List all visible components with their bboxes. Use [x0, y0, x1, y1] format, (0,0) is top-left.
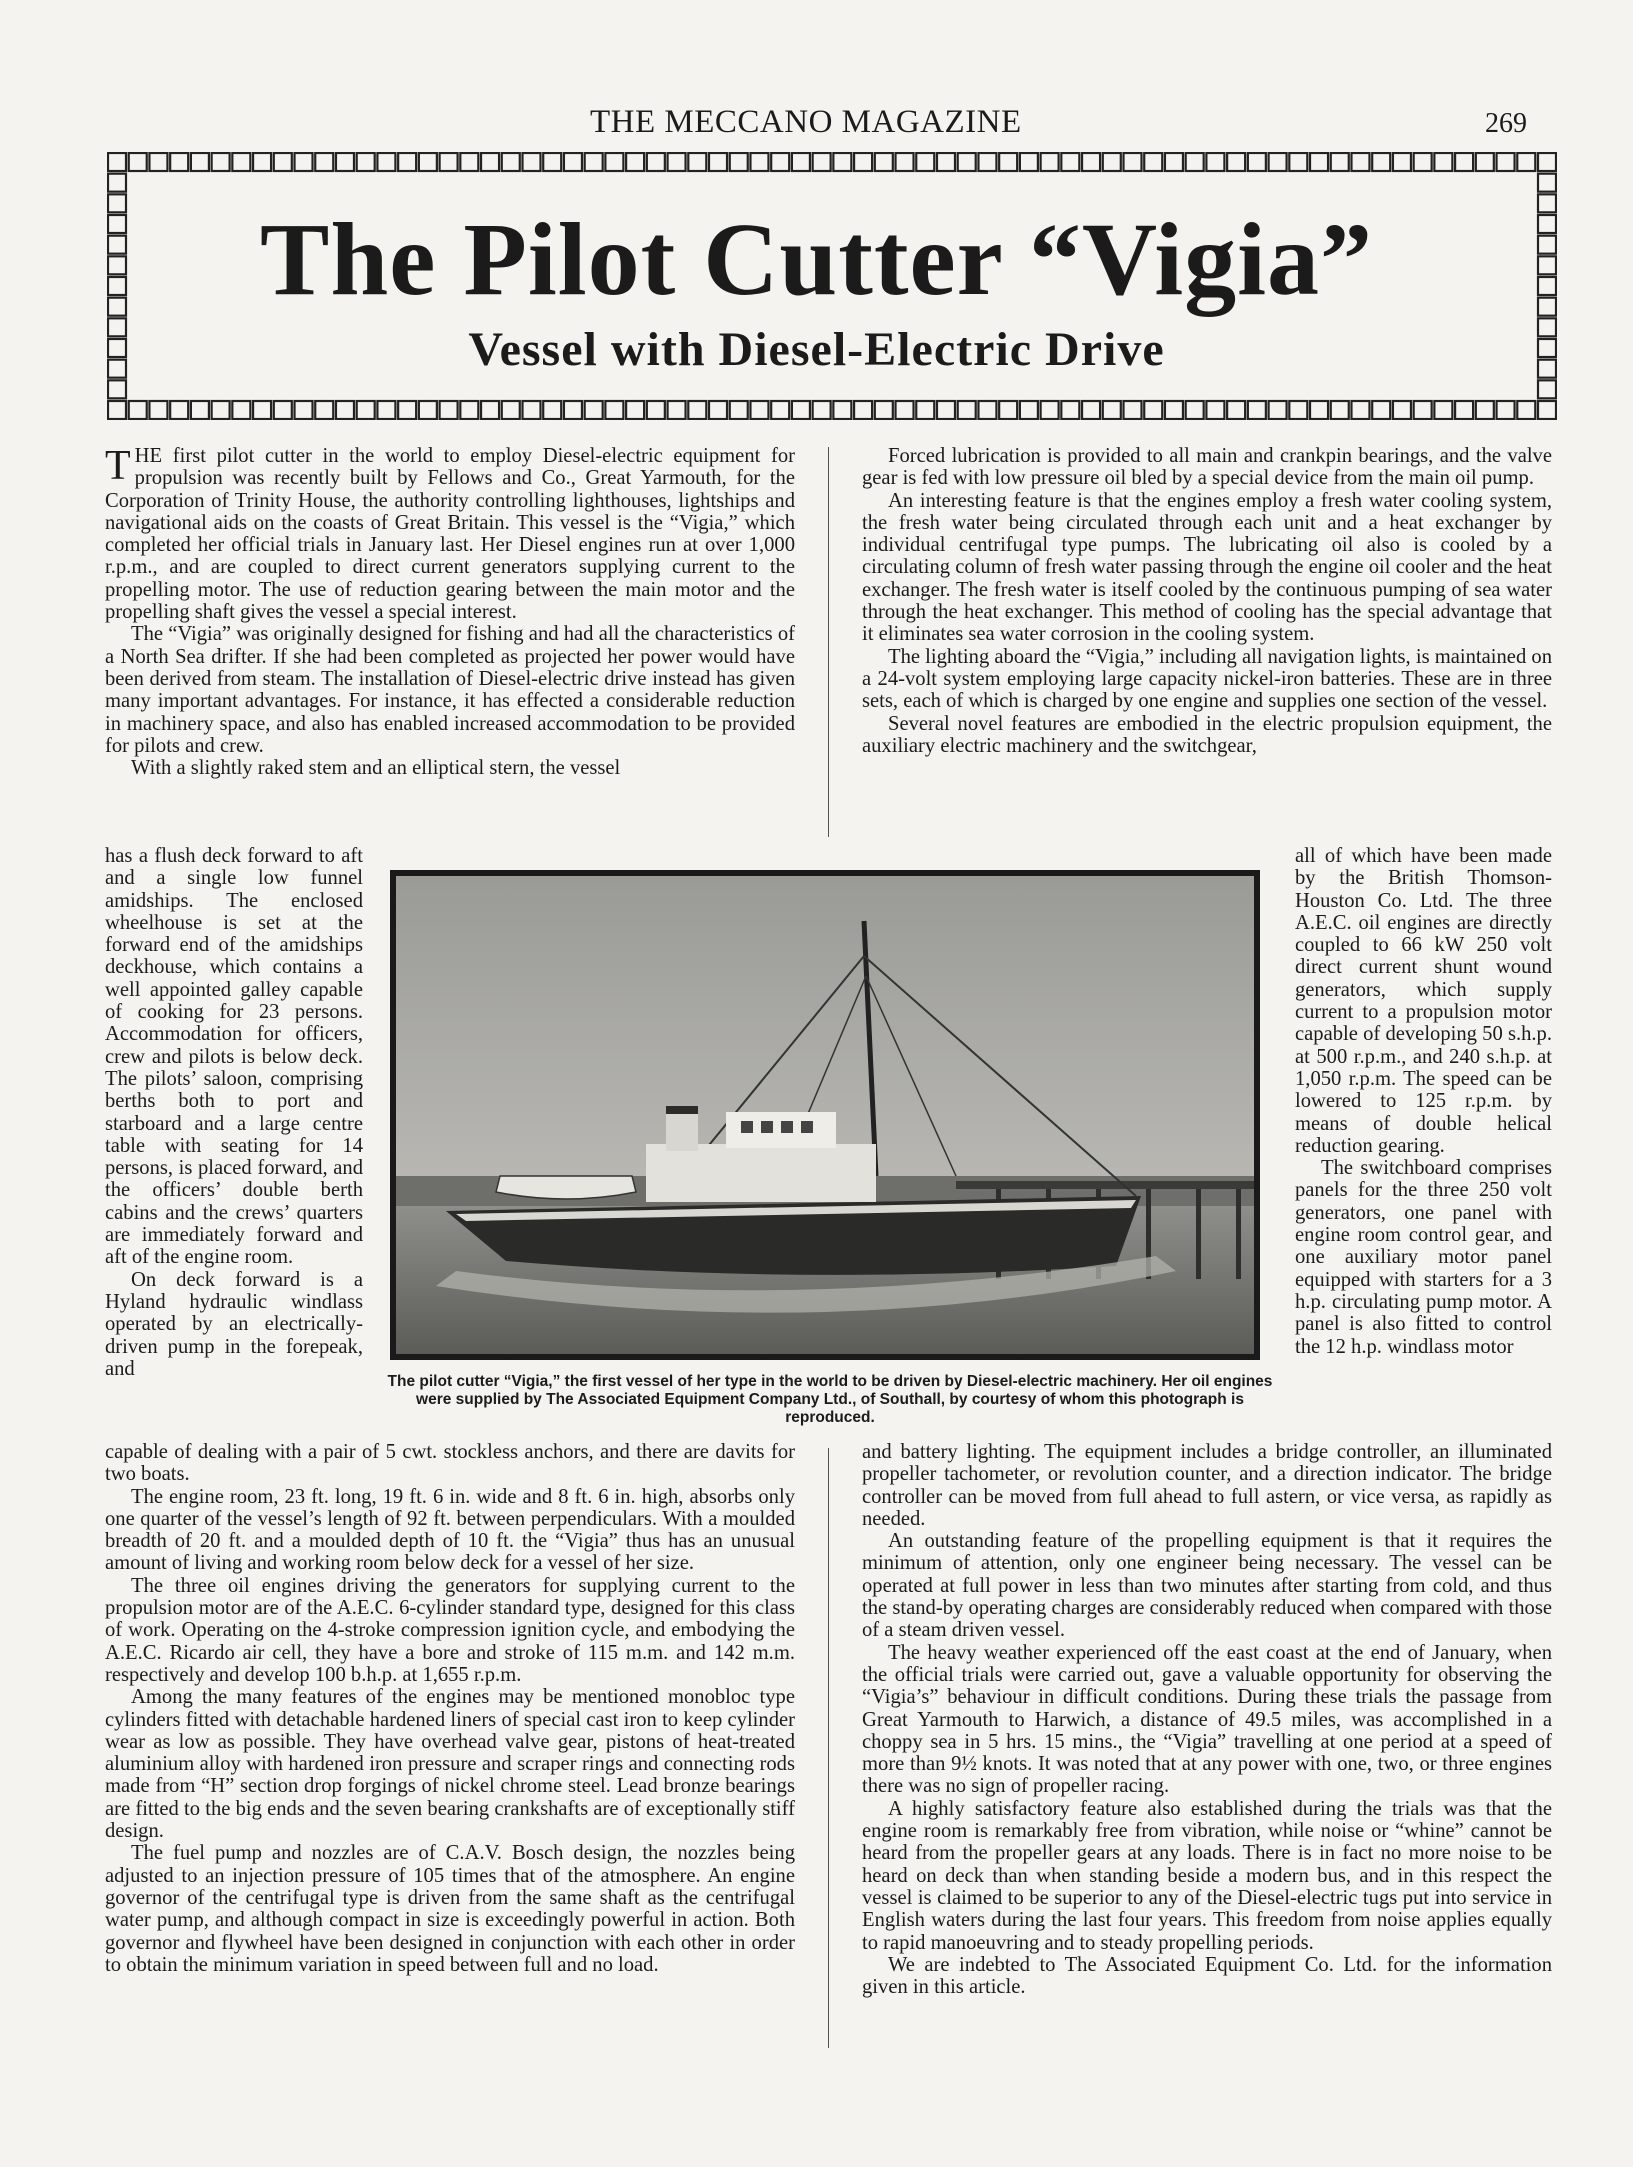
column-left-top [105, 445, 795, 779]
column-right-top [862, 445, 1552, 757]
paragraph: The lighting aboard the “Vigia,” including all navigation lights, is maintained on a 24-volt system employing large capacity nickel-iron batteries. These are in three sets, each of which is charged by one engine and supplies one section of the vessel. [862, 645, 1552, 713]
drop-cap: T [105, 443, 131, 489]
paragraph: On deck forward is a Hyland hydraulic windlass operated by an electrically-driven pump in the forepeak, and [105, 1268, 363, 1380]
paragraph: capable of dealing with a pair of 5 cwt. stockless anchors, and there are davits for two boats. [105, 1441, 795, 1486]
page-number: 269 [1485, 108, 1527, 139]
paragraph: A highly satisfactory feature also established during the trials was that the engine room is remarkably free from vibration, while noise or “whine” cannot be heard from the propeller gears at any loads. There is in fact no more noise to be heard on deck than when standing beside a modern bus, and in this respect the vessel is claimed to be superior to any of the Diesel-electric tugs put into service in English waters during the last four years. This freedom from noise applies equally to rapid manoeuvring and to steady propelling periods. [862, 1797, 1552, 1954]
column-rule [828, 1448, 829, 2048]
paragraph: The fuel pump and nozzles are of C.A.V. Bosch design, the nozzles being adjusted to an injection pressure of 105 times that of the atmosphere. An engine governor of the centrifugal type is driven from the same shaft as the centrifugal water pump, and although compact in size is exceedingly powerful in action. Both governor and flywheel have been designed in conjunction with each other in order to obtain the minimum variation in speed between full and no load. [105, 1842, 795, 1976]
paragraph: The heavy weather experienced off the east coast at the end of January, when the official trials were carried out, gave a valuable opportunity for observing the “Vigia’s” behaviour in difficult conditions. During these trials the passage from Great Yarmouth to Harwich, a distance of 49.5 miles, was accomplished in a choppy sea in 5 hrs. 15 mins., the “Vigia” travelling at one period at a speed of more than 9½ knots. It was noted that at any power with one, two, or three engines there was no sign of propeller racing. [862, 1641, 1552, 1798]
paragraph: Forced lubrication is provided to all main and crankpin bearings, and the valve gear is fed with low pressure oil bled by a special device from the main oil pump. [862, 445, 1552, 490]
paragraph: We are indebted to The Associated Equipment Co. Ltd. for the information given in this article. [862, 1953, 1552, 1999]
paragraph: Among the many features of the engines may be mentioned monobloc type cylinders fitted with detachable hardened liners of special cast iron to keep cylinder wear as low as possible. They have overhead valve gear, pistons of heat-treated aluminium alloy with hardened iron pressure and scraper rings and connecting rods made from “H” section drop forgings of nickel chrome steel. Lead bronze bearings are fitted to the big ends and the seven bearing crankshafts are of exceptionally stiff design. [105, 1686, 795, 1843]
column-right-bottom [862, 1441, 1552, 1998]
paragraph: An outstanding feature of the propelling equipment is that it requires the minimum of attention, only one engineer being necessary. The vessel can be operated at full power in less than two minutes after starting from cold, and thus the stand-by operating charges are considerably reduced when compared with those of a steam driven vessel. [862, 1530, 1552, 1642]
column-left-narrow [105, 845, 363, 1380]
paragraph: all of which have been made by the British Thomson-Houston Co. Ltd. The three A.E.C. oil engines are directly coupled to 66 kW 250 volt direct current shunt wound generators, which supply current to a propulsion motor capable of developing 50 s.h.p. at 500 r.p.m., and 240 s.h.p. at 1,050 r.p.m. The speed can be lowered to 125 r.p.m. by means of double helical reduction gearing. [1295, 845, 1552, 1157]
paragraph: The engine room, 23 ft. long, 19 ft. 6 in. wide and 8 ft. 6 in. high, absorbs only one quarter of the vessel’s length of 92 ft. between perpendiculars. With a moulded breadth of 20 ft. and a moulded depth of 10 ft. the “Vigia” thus has an unusual amount of living and working room below deck for a vessel of her size. [105, 1485, 795, 1575]
column-rule [828, 447, 829, 837]
paragraph: and battery lighting. The equipment includes a bridge controller, an illuminated propeller tachometer, or revolution counter, and a direction indicator. The bridge controller can be moved from full ahead to full astern, or vice versa, as rapidly as needed. [862, 1441, 1552, 1530]
paragraph: has a flush deck forward to aft and a single low funnel amidships. The enclosed wheelhouse is set at the forward end of the amidships deckhouse, which contains a well appointed galley capable of cooking for 23 persons. Accommodation for officers, crew and pilots is below deck. The pilots’ saloon, comprising berths both to port and starboard and a large centre table with seating for 14 persons, is placed forward, and the officers’ double berth cabins and the crews’ quarters are immediately forward and aft of the engine room. [105, 845, 363, 1269]
paragraph: The “Vigia” was originally designed for fishing and had all the characteristics of a North Sea drifter. If she had been completed as projected her power would have been derived from steam. The installation of Diesel-electric drive instead has given many important advantages. For instance, it has effected a considerable reduction in machinery space, and also has enabled increased accommodation to be provided for pilots and crew. [105, 623, 795, 757]
paragraph: The switchboard comprises panels for the three 250 volt generators, one panel with engine room control gear, and one auxiliary motor panel equipped with starters for a 3 h.p. circulating pump motor. A panel is also fitted to control the 12 h.p. windlass motor [1295, 1157, 1552, 1358]
ship-photo [390, 870, 1260, 1360]
paragraph: The three oil engines driving the generators for supplying current to the propulsion motor are of the A.E.C. 6-cylinder standard type, designed for this class of work. Operating on the 4-stroke compression ignition cycle, and embodying the A.E.C. Ricardo air cell, they have a bore and stroke of 115 m.m. and 142 m.m. respectively and develop 100 b.h.p. at 1,655 r.p.m. [105, 1574, 795, 1686]
article-title: The Pilot Cutter “Vigia” [259, 202, 1373, 317]
article-subtitle: Vessel with Diesel-Electric Drive [468, 323, 1165, 376]
photo-caption: The pilot cutter “Vigia,” the first vessel of her type in the world to be driven by Diesel-electric machinery. Her oil engines were supplied by The Associated Equipment Company Ltd., of Southall, by courtesy of whom this photograph is reproduced. [387, 1373, 1273, 1426]
paragraph: An interesting feature is that the engines employ a fresh water cooling system, the fresh water being circulated through each unit and a heat exchanger by individual centrifugal type pumps. The lubricating oil also is cooled by a circulating column of fresh water passing through the engine oil cooler and the heat exchanger. The fresh water is itself cooled by the continuous pumping of sea water through the heat exchanger. This method of cooling has the special advantage that it eliminates sea water corrosion in the cooling system. [862, 489, 1552, 646]
column-left-bottom [105, 1441, 795, 1976]
paragraph: HE first pilot cutter in the world to employ Diesel-electric equipment for propulsion was recently built by Fellows and Co., Great Yarmouth, for the Corporation of Trinity House, the authority controlling lighthouses, lightships and navigational aids on the coasts of Great Britain. This vessel is the “Vigia,” which completed her official trials in January last. Her Diesel engines run at over 1,000 r.p.m., and are coupled to direct current generators supplying current to the propelling motor. The use of reduction gearing between the main motor and the propelling shaft gives the vessel a special interest. [105, 445, 795, 624]
paragraph: Several novel features are embodied in the electric propulsion equipment, the auxiliary electric machinery and the switchgear, [862, 712, 1552, 757]
column-right-narrow [1295, 845, 1552, 1358]
ship-illustration [396, 876, 1254, 1354]
paragraph: With a slightly raked stem and an elliptical stern, the vessel [131, 757, 621, 780]
magazine-header: THE MECCANO MAGAZINE [590, 104, 1022, 140]
